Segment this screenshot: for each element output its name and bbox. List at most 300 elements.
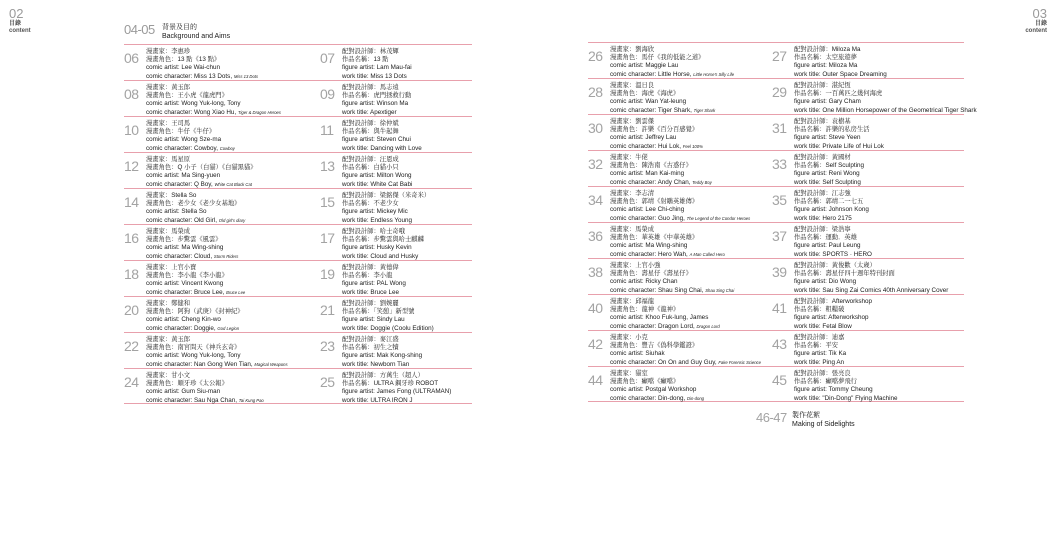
entry-line [146,181,257,189]
figure-entry[interactable] [772,46,964,78]
aims-title-en: Background and Aims [162,33,231,40]
entry-line: 作品名稱：運動．英雄 [794,234,857,242]
toc-row [588,114,964,150]
entry-line: 配對設計師：Afterworkshop [794,298,873,305]
entry-line: 漫畫角色：李小龍《李小龍》 [146,272,228,280]
toc-row [588,222,964,258]
series-title: Tiger & Dragon Heroes [237,109,281,115]
toc-row [588,258,964,294]
entry-title: comic character: Little Horse, [610,70,692,78]
entry-line: 配對設計師：黃國材 [794,154,851,161]
entry-page-number: 28 [588,84,603,100]
entry-line: 漫畫家：上官小強 [610,262,661,269]
entry-line: figure artist: Sindy Lau [342,316,405,324]
comic-entry[interactable] [124,120,320,152]
entry-line: 漫畫家：牛佬 [610,154,648,161]
figure-entry[interactable] [320,264,472,296]
series-title: White Cat Black Cat [214,181,252,187]
entry-title: work title: Hero 2175 [794,214,852,222]
entry-line: figure artist: Lam Mau-fai [342,64,412,72]
entry-line [610,71,734,79]
entry-title: comic character: Din-dong, [610,394,686,402]
entry-line: comic artist: Wong Sze-ma [146,136,222,144]
entry-page-number: 34 [588,192,603,208]
entry-title: comic character: Bruce Lee, [146,288,225,296]
entry-line: comic artist: Wan Yat-leung [610,98,687,106]
entry-line: 作品名稱：「笑憩」新型號 [342,308,415,316]
entry-line: 漫畫角色：豐吉《偽科學鑑證》 [610,342,699,350]
entry-line: figure artist: Gary Cham [794,98,861,106]
entry-line: 漫畫角色：Q 小子（白貓）《白貓黑貓》 [146,164,257,172]
entry-title: comic character: Cowboy, [146,144,218,152]
entry-page-number: 37 [772,228,787,244]
toc-row [588,150,964,186]
entry-line: 作品名稱：ULTRA 鋼牙珍 ROBOT [342,380,439,388]
entry-page-number: 22 [124,338,139,354]
entry-line: 配對設計師：汪恩成 [342,156,399,163]
entry-line: 配對設計師：張亮良 [794,370,851,377]
entry-line: 漫畫家：貓室 [610,370,648,377]
entry-line: 漫畫角色：龍神《龍神》 [610,306,680,314]
entry-line: 配對設計師：劉婉麗 [342,300,399,307]
series-title: Tai Kung Pao [238,397,264,403]
toc-row [124,332,472,368]
section-label-cn: 目錄 [9,21,22,27]
entry-line: 漫畫家：小克 [610,334,648,341]
entry-page-number: 33 [772,156,787,172]
entry-page-number: 41 [772,300,787,316]
entry-page-number: 06 [124,50,139,66]
entry-page-number: 40 [588,300,603,316]
page-number-left [9,6,31,35]
entry-line: comic artist: Khoo Fuk-lung, James [610,314,709,322]
comic-entry[interactable] [124,228,320,260]
entry-line: 漫畫家：李惠珍 [146,48,191,55]
entry-page-number: 09 [320,86,335,102]
figure-entry[interactable] [320,156,472,188]
figure-entry[interactable] [772,298,964,330]
entry-page-number: 17 [320,230,335,246]
entry-line: 作品名稱：太空旅遊夢 [794,54,857,62]
toc-row [124,224,472,260]
page-number: 03 [1032,6,1047,21]
toc-row [588,186,964,222]
entry-line: 配對設計師：湛紀恆 [794,82,851,89]
entry-line: 配對設計師：馬志遠 [342,84,399,91]
comic-entry[interactable] [124,48,320,80]
series-title: Storm Riders [213,253,239,259]
series-title: Magical Weapons [254,361,288,367]
comic-entry[interactable] [588,154,772,186]
series-title: Tiger Shark [693,107,716,113]
entry-line: 漫畫家：王司馬 [146,120,191,127]
entry-line [342,325,434,333]
entry-line: comic artist: Lee Wai-chun [146,64,220,72]
entry-title: comic character: Nan Gong Wen Tian, [146,360,253,368]
entry-line [610,251,725,259]
toc-row [588,294,964,330]
series-title: Fake Forensic Science [718,359,761,365]
entry-line: 作品名稱：壽星仔四十週年特刊封面 [794,270,895,278]
comic-entry[interactable] [588,118,772,150]
toc-rows-left [124,44,472,404]
entry-line: comic artist: Ma Wing-shing [610,242,688,250]
entry-line [610,107,715,115]
figure-entry[interactable] [320,336,472,368]
page-number: 02 [9,6,24,21]
comic-entry[interactable] [124,156,320,188]
figure-entry[interactable] [320,300,472,332]
entry-line [342,289,406,297]
making-title-cn: 製作花絮 [792,412,820,419]
entry-page-number: 15 [320,194,335,210]
entry-title: comic character: Tiger Shark, [610,106,692,114]
comic-entry[interactable] [588,82,772,114]
entry-title: comic character: Andy Chan, [610,178,691,186]
entry-line [610,395,704,403]
entry-line [610,179,712,187]
entry-line: comic artist: Siuhak [610,350,665,358]
entry-line [146,217,245,225]
entry-line [610,287,734,295]
figure-entry[interactable] [320,372,472,403]
entry-title: work title: Dancing with Love [342,144,422,152]
entry-line: 漫畫角色：壽星仔《壽星仔》 [610,270,692,278]
entry-line [146,289,245,297]
entry-line: 漫畫角色：華英雄《中華英雄》 [610,234,699,242]
entry-line [146,361,288,369]
toc-row [124,44,472,80]
entry-line: 作品名稱：許樂的私房生活 [794,126,870,134]
comic-entry[interactable] [124,192,320,224]
entry-line: 漫畫家：Stella So [146,192,197,199]
entry-line: comic artist: Jeffrey Lau [610,134,677,142]
toc-row [124,368,472,404]
entry-page-number: 30 [588,120,603,136]
figure-entry[interactable] [320,48,472,80]
entry-line: 配對設計師：黃俊歡（太歲） [794,262,876,269]
entry-page-number: 43 [772,336,787,352]
entry-line: 作品名稱：癲噹夢飛行 [794,378,857,386]
entry-title: work title: Self Sculpting [794,178,861,186]
entry-title: work title: Apextiger [342,108,397,116]
entry-line: 漫畫家：馬榮成 [610,226,655,233]
toc-row [588,330,964,366]
figure-entry[interactable] [772,226,964,258]
entry-line: figure artist: Johnson Kong [794,206,869,214]
entry-line [794,215,869,223]
entry-line [794,71,887,79]
entry-line: 漫畫角色：王小虎《龍虎門》 [146,92,228,100]
entry-line: 作品名稱：白貓小只 [342,164,399,172]
entry-page-number: 11 [320,122,334,138]
entry-line: figure artist: PAL Wong [342,280,406,288]
figure-entry[interactable] [320,228,472,260]
entry-line: 配對設計師：迪嘉 [794,334,845,341]
entry-line [610,143,703,151]
entry-line [794,179,864,187]
comic-entry[interactable] [124,372,320,403]
entry-line [610,359,761,367]
entry-line [794,251,872,259]
entry-title: work title: Fetal Blow [794,322,852,330]
series-title: God Legion [217,325,240,331]
figure-entry[interactable] [772,370,964,401]
entry-line [342,181,412,189]
entry-line: comic artist: Ma Wing-shing [146,244,224,252]
aims-page-range: 04-05 [124,22,155,37]
series-title: Dragon Lord [696,323,720,329]
entry-line [146,325,244,333]
figure-entry[interactable] [772,190,964,222]
section-label-cn: 目錄 [1034,21,1047,27]
entry-line [794,323,872,331]
right-page-contents [588,20,977,429]
entry-title: comic character: Cloud, [146,252,213,260]
series-title: Miss 13 Dots [233,73,259,79]
entry-line: 漫畫角色：陳浩南《古惑仔》 [610,162,692,170]
entry-line: figure artist: Afterworkshop [794,314,869,322]
toc-entry-making-of[interactable] [756,410,964,429]
entry-page-number: 29 [772,84,787,100]
making-page-range: 46-47 [756,410,787,425]
entry-title: work title: Cloud and Husky [342,252,419,260]
toc-row [124,116,472,152]
entry-line: 漫畫角色：癲噹《癲噹》 [610,378,680,386]
comic-entry[interactable] [588,298,772,330]
entry-title: comic character: Miss 13 Dots, [146,72,233,80]
entry-line: 漫畫家：馬星原 [146,156,191,163]
entry-line [342,361,422,369]
comic-entry[interactable] [588,190,772,222]
entry-page-number: 31 [772,120,787,136]
entry-title: comic character: Dragon Lord, [610,322,695,330]
entry-title: work title: Ping An [794,358,845,366]
entry-line: comic artist: Vincent Kwong [146,280,224,288]
aims-title-cn: 背景及目的 [162,24,197,31]
entry-line [794,287,948,295]
entry-title: work title: Doggie (Coolu Edition) [342,324,434,332]
entry-page-number: 35 [772,192,787,208]
entry-line: comic artist: Wong Yuk-long, Tony [146,100,241,108]
entry-line [610,215,750,223]
entry-line [610,323,720,331]
toc-row [588,42,964,78]
entry-line: figure artist: Reni Wong [794,170,860,178]
entry-line: 作品名稱：郭靖二一七五 [794,198,864,206]
entry-line: figure artist: Mickey Mic [342,208,408,216]
entry-page-number: 45 [772,372,787,388]
entry-line: 漫畫角色：阿狗（武庚）《封神紀》 [146,308,244,316]
entry-line: 漫畫家：劉海欣 [610,46,655,53]
entry-line: figure artist: Steven Chui [342,136,411,144]
entry-line: comic artist: Cheng Kin-wo [146,316,221,324]
series-title: Bruce Lee [226,289,246,295]
entry-title: work title: "Din-Dong" Flying Machine [794,394,898,402]
entry-title: work title: Outer Space Dreaming [794,70,887,78]
entry-line: 配對設計師：方萬生（超人） [342,372,424,379]
figure-entry[interactable] [320,192,472,224]
toc-row [124,80,472,116]
entry-line: 配對設計師：Miloza Ma [794,46,861,53]
comic-entry[interactable] [588,262,772,294]
entry-title: comic character: Q Boy, [146,180,213,188]
toc-entry-background-aims[interactable] [124,20,472,42]
series-title: Teddy Boy [692,179,712,185]
entry-page-number: 26 [588,48,603,64]
entry-title: work title: Private Life of Hui Lok [794,142,884,150]
entry-line: 配對設計師：黃德偉 [342,264,399,271]
entry-title: comic character: Guo Jing, [610,214,685,222]
entry-line: 作品名稱：13 點 [342,56,389,64]
left-page-contents [124,20,472,404]
toc-row [588,366,964,402]
entry-line: 作品名稱：不老少女 [342,200,399,208]
entry-line [146,109,281,117]
comic-entry[interactable] [588,226,772,258]
entry-line [146,73,258,81]
page-number-right [1025,6,1047,35]
entry-line: 漫畫家：溫日良 [610,82,655,89]
entry-line: 配對設計師：梁銘傑（米奇米） [342,192,431,199]
entry-line: comic artist: Wong Yuk-long, Tony [146,352,241,360]
entry-line: comic artist: Man Kai-ming [610,170,685,178]
entry-line: 漫畫角色：馬仔《我的低能之道》 [610,54,705,62]
comic-entry[interactable] [124,264,320,296]
comic-entry[interactable] [588,370,772,401]
entry-line: 漫畫角色：老少女《老少女基地》 [146,200,241,208]
entry-line [342,253,424,261]
entry-title: comic character: On On and Guy Guy, [610,358,717,366]
entry-page-number: 13 [320,158,335,174]
entry-title: work title: SPORTS · HERO [794,250,872,258]
series-title: Old girl's diary [218,217,246,223]
entry-page-number: 14 [124,194,139,210]
entry-page-number: 27 [772,48,787,64]
entry-line: 漫畫家：黃玉郎 [146,84,191,91]
entry-line [146,397,264,405]
entry-line [794,395,898,403]
entry-line: 漫畫家：黃玉郎 [146,336,191,343]
entry-line [794,143,884,151]
comic-entry[interactable] [124,336,320,368]
entry-line: 配對設計師：徐仲斌 [342,120,399,127]
entry-title: comic character: Old Girl, [146,216,218,224]
entry-line [342,397,451,405]
entry-line: 作品名稱：步驚雲與哈士麒麟 [342,236,424,244]
section-label-en: content [1025,28,1047,34]
figure-entry[interactable] [772,118,964,150]
series-title: Feel 100% [682,143,703,149]
figure-entry[interactable] [772,262,964,294]
entry-title: work title: White Cat Babi [342,180,413,188]
entry-line: figure artist: Mak Kong-shing [342,352,423,360]
entry-line [342,109,411,117]
entry-title: comic character: Shau Sing Chai, [610,286,704,294]
figure-entry[interactable] [320,120,472,152]
entry-line: 漫畫家：上官小寶 [146,264,197,271]
entry-line: 漫畫角色：13 點《13 點》 [146,56,221,64]
entry-line [146,253,238,261]
section-label-en: content [9,28,31,34]
figure-entry[interactable] [772,334,964,366]
entry-line: comic artist: Postgal Workshop [610,386,697,394]
entry-line [342,217,430,225]
entry-line: 漫畫角色：南宮問天《神兵玄奇》 [146,344,241,352]
figure-entry[interactable] [772,154,964,186]
figure-entry[interactable] [320,84,472,116]
series-title: Cowboy [219,145,235,151]
entry-line: 配對設計師：林茂輝 [342,48,399,55]
toc-row [124,188,472,224]
entry-line [342,73,412,81]
toc-row [124,296,472,332]
entry-line: figure artist: James Fong (ULTRAMAN) [342,388,452,396]
entry-line: 作品名稱：Self Sculpting [794,162,864,170]
entry-line: 漫畫家：邱福龍 [610,298,655,305]
entry-line [146,145,235,153]
entry-line: 配對設計師：袁樹基 [794,118,851,125]
entry-page-number: 21 [320,302,335,318]
entry-page-number: 44 [588,372,603,388]
entry-line: 作品名稱：初生之犢 [342,344,399,352]
entry-line: figure artist: Milton Wong [342,172,412,180]
toc-row [124,152,472,188]
entry-line: 配對設計師：麥江盛 [342,336,399,343]
entry-line: comic artist: Lee Chi-ching [610,206,685,214]
comic-entry[interactable] [588,46,772,78]
entry-title: work title: ULTRA IRON J [342,396,413,404]
series-title: Din-dong [687,395,704,401]
entry-line: figure artist: Tommy Cheung [794,386,873,394]
entry-line: 漫畫角色：牛仔《牛仔》 [146,128,216,136]
entry-title: comic character: Doggie, [146,324,216,332]
entry-line: 作品名稱：平安 [794,342,839,350]
series-title: Shau Sing Chai [705,287,735,293]
making-title-en: Making of Sidelights [792,421,855,428]
entry-line: 漫畫家：馬榮成 [146,228,191,235]
toc-row [124,260,472,296]
entry-page-number: 18 [124,266,139,282]
entry-line: 作品名稱：一百萬匹之幾何海虎 [794,90,883,98]
entry-line: comic artist: Stella So [146,208,207,216]
comic-entry[interactable] [124,84,320,116]
figure-entry[interactable] [772,82,977,114]
entry-line: figure artist: Steve Yeen [794,134,861,142]
entry-line: 漫畫家：李志清 [610,190,655,197]
entry-title: comic character: Wong Xiao Hu, [146,108,237,116]
entry-title: comic character: Hero Wah, [610,250,688,258]
series-title: A Man Called Hero [689,251,725,257]
entry-page-number: 24 [124,374,139,390]
entry-page-number: 23 [320,338,335,354]
entry-line: 漫畫家：鄭健和 [146,300,191,307]
entry-page-number: 25 [320,374,335,390]
entry-line: 漫畫家：劉雲傑 [610,118,655,125]
entry-page-number: 12 [124,158,139,174]
entry-title: comic character: Sau Nga Chan, [146,396,237,404]
comic-entry[interactable] [588,334,772,366]
entry-title: work title: Miss 13 Dots [342,72,407,80]
entry-line: figure artist: Tik Ka [794,350,847,358]
entry-line: 漫畫角色：郭靖《射鵰英雄傳》 [610,198,699,206]
toc-row [588,78,977,114]
entry-page-number: 42 [588,336,603,352]
toc-rows-right [588,42,977,402]
entry-title: work title: Bruce Lee [342,288,400,296]
entry-line: 作品名稱：虎門拯救行動 [342,92,412,100]
comic-entry[interactable] [124,300,320,332]
